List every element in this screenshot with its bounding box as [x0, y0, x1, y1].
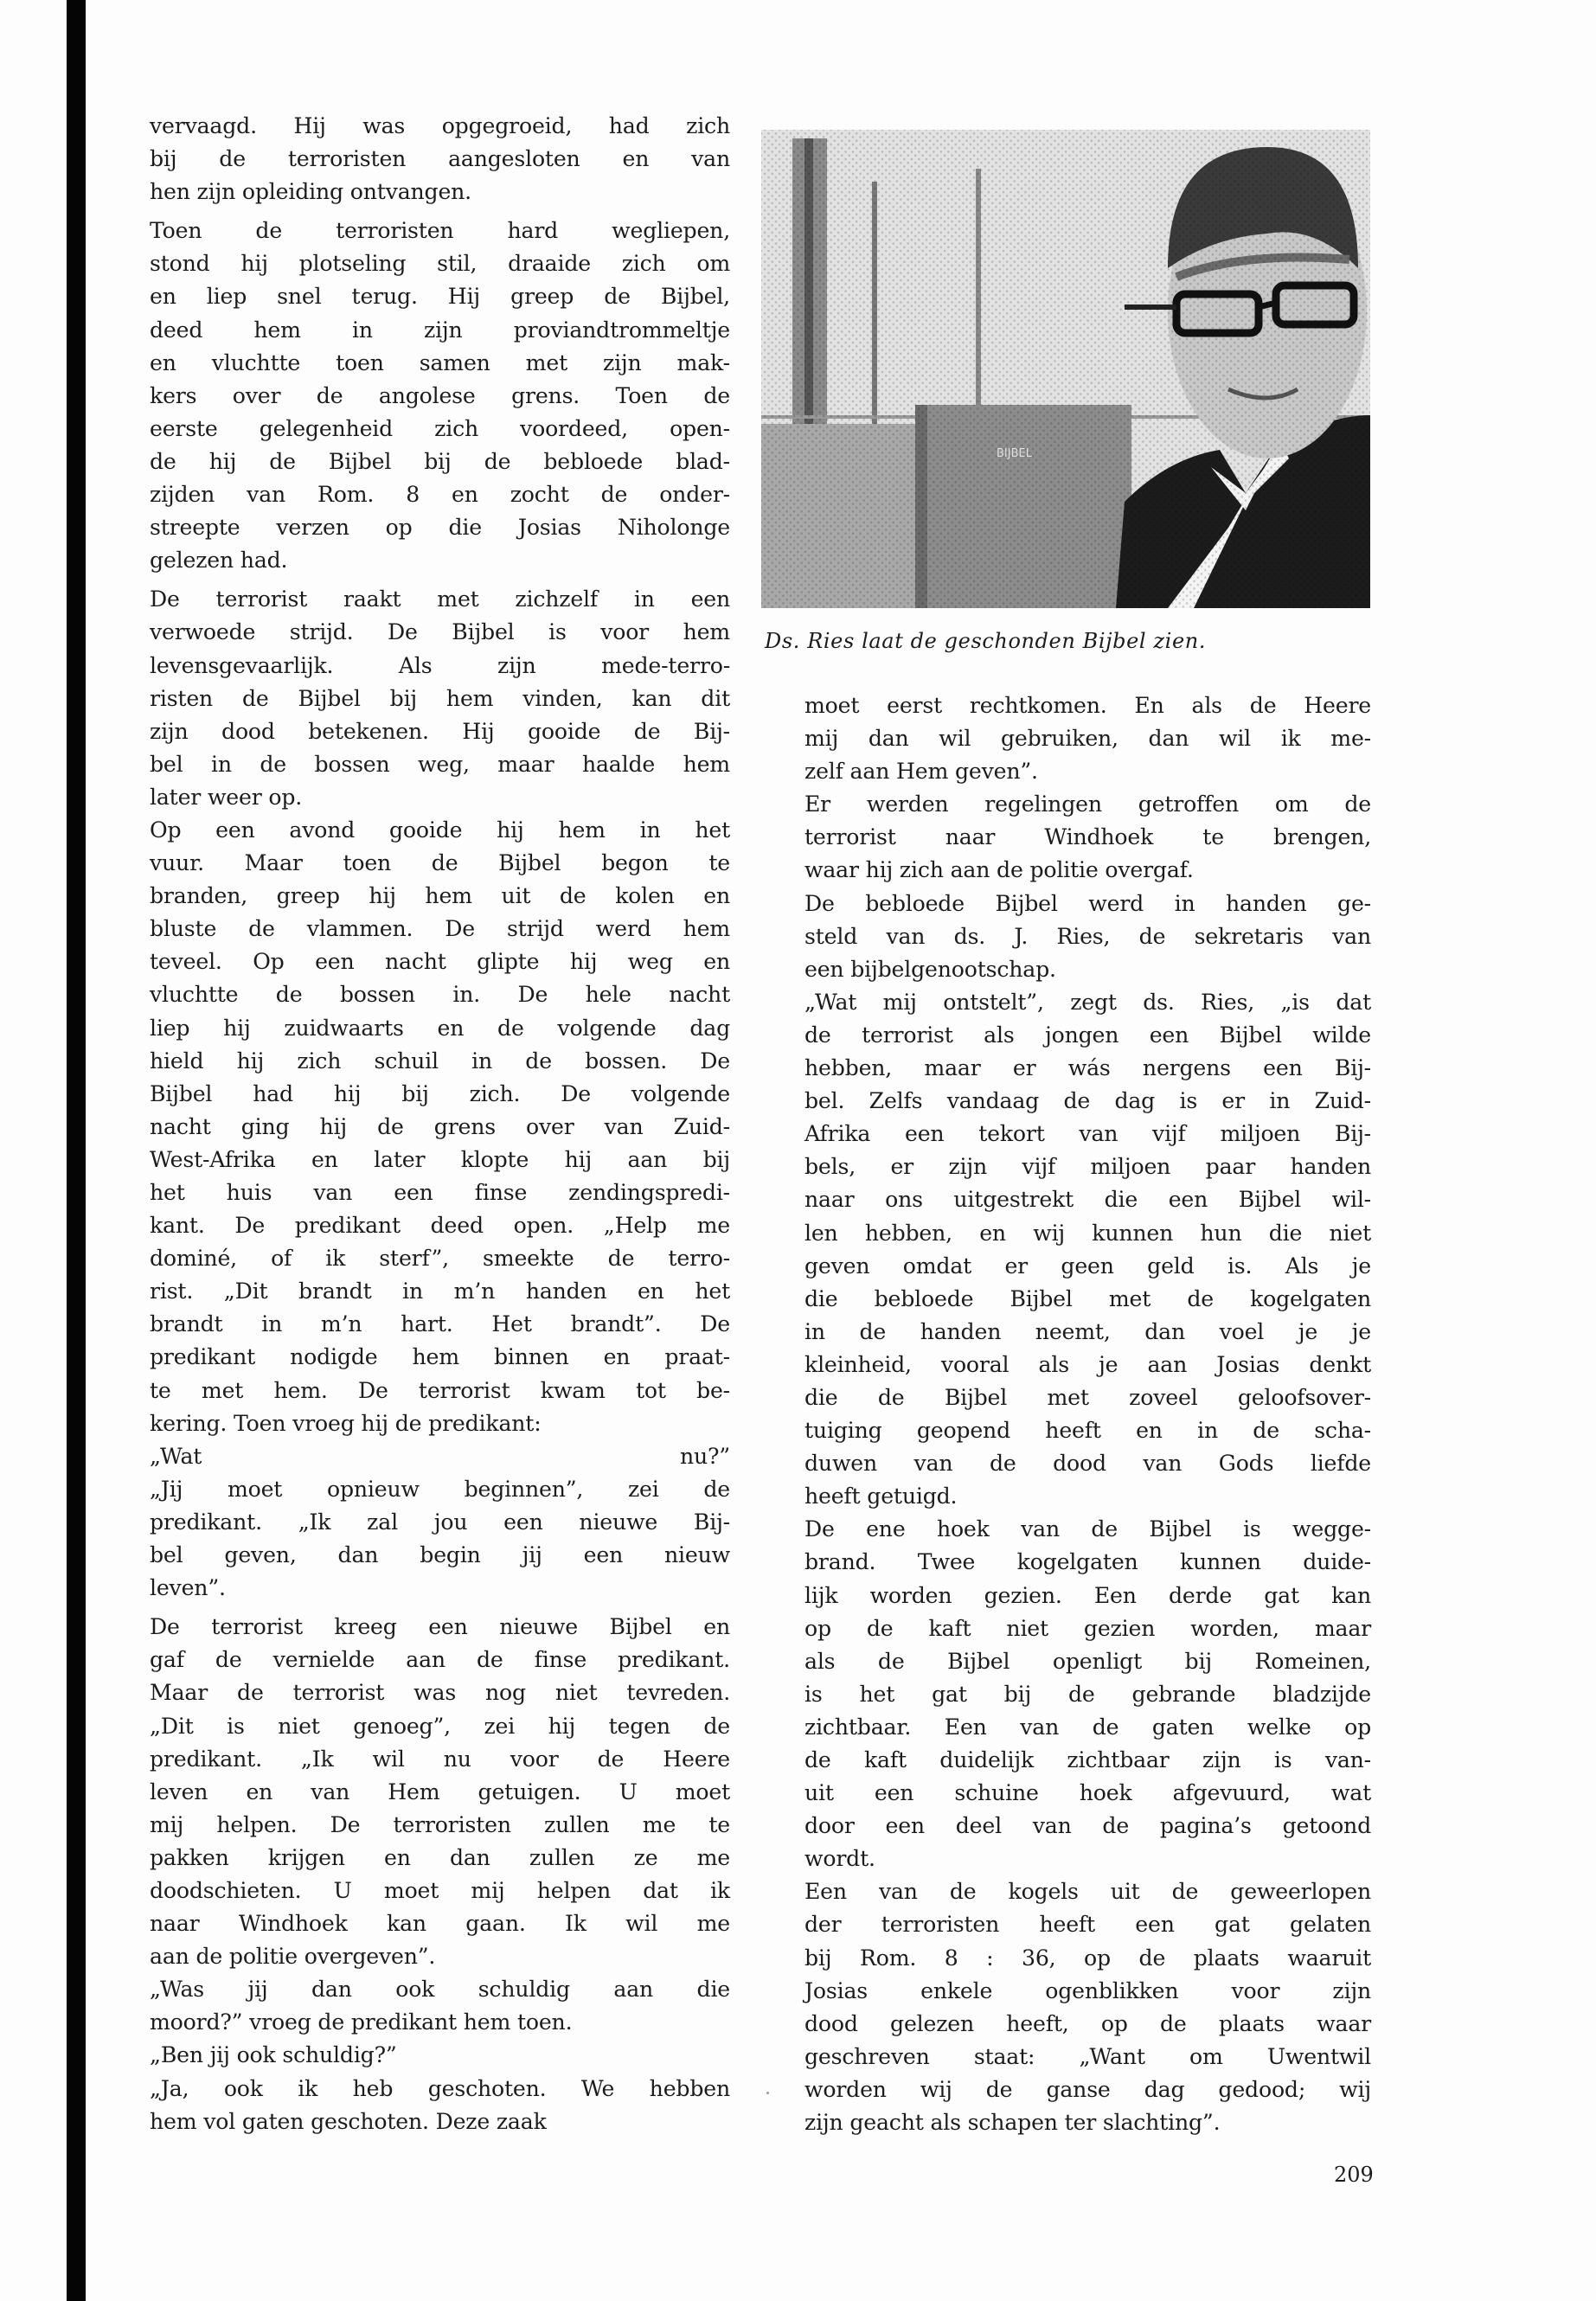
text-line: hebben, maar er wás nergens een Bij-	[804, 1055, 1371, 1081]
text-line: hen zijn opleiding ontvangen.	[150, 179, 471, 205]
text-line: leven en van Hem getuigen. U moet	[150, 1779, 730, 1804]
paragraph	[150, 110, 730, 208]
photo-caption: Ds. Ries laat de geschonden Bijbel zien.	[765, 629, 1207, 653]
text-line: lijk worden gezien. Een derde gat kan	[804, 1582, 1371, 1608]
scan-edge-bar	[67, 0, 86, 2301]
text-line: vluchtte de bossen in. De hele nacht	[150, 982, 730, 1008]
text-line: zichtbaar. Een van de gaten welke op	[804, 1714, 1371, 1740]
text-line: bluste de vlammen. De strijd werd hem	[150, 916, 730, 942]
text-line: steld van ds. J. Ries, de sekretaris van	[804, 923, 1371, 949]
left-column	[150, 110, 730, 2138]
text-line: West-Afrika en later klopte hij aan bij	[150, 1146, 730, 1172]
text-line: Afrika een tekort van vijf miljoen Bij-	[804, 1121, 1371, 1147]
text-line: kering. Toen vroeg hij de predikant:	[150, 1410, 542, 1436]
text-line: duwen van de dood van Gods liefde	[804, 1451, 1371, 1477]
text-line: Bijbel had hij bij zich. De volgende	[150, 1080, 730, 1106]
text-line: „Ja, ook ik heb geschoten. We hebben	[150, 2075, 730, 2101]
text-line: predikant. „Ik zal jou een nieuwe Bij-	[150, 1509, 730, 1535]
text-line: bel. Zelfs vandaag de dag is er in Zuid-	[804, 1088, 1371, 1114]
text-line: gaf de vernielde aan de finse predikant.	[150, 1647, 730, 1673]
page-number: 209	[1334, 2163, 1374, 2187]
text-line: moet eerst rechtkomen. En als de Heere	[804, 693, 1371, 718]
text-line: Op een avond gooide hij hem in het	[150, 817, 730, 843]
text-line: de terrorist als jongen een Bijbel wilde	[804, 1022, 1371, 1048]
text-line: heeft getuigd.	[804, 1484, 958, 1509]
text-line: later weer op.	[150, 784, 303, 810]
text-line: bij Rom. 8 : 36, op de plaats waaruit	[804, 1945, 1371, 1971]
text-line: risten de Bijbel bij hem vinden, kan dit	[150, 685, 730, 711]
paragraph	[150, 215, 730, 577]
text-line: deed hem in zijn proviandtrommeltje	[150, 317, 730, 343]
text-line: dood gelezen heeft, op de plaats waar	[804, 2010, 1371, 2036]
text-line: die bebloede Bijbel met de kogelgaten	[804, 1285, 1371, 1311]
text-line: zijn geacht als schapen ter slachting”.	[804, 2110, 1221, 2136]
paragraph	[150, 583, 730, 1605]
text-line: zelf aan Hem geven”.	[804, 759, 1038, 785]
text-line: predikant nodigde hem binnen en praat-	[150, 1344, 730, 1370]
text-line: als de Bijbel openligt bij Romeinen,	[804, 1648, 1371, 1674]
text-line: tuiging geopend heeft en in de scha-	[804, 1418, 1371, 1444]
text-line: stond hij plotseling stil, draaide zich om	[150, 251, 730, 277]
text-line: hem vol gaten geschoten. Deze zaak	[150, 2108, 547, 2134]
text-line: branden, greep hij hem uit de kolen en	[150, 883, 730, 909]
text-line: De bebloede Bijbel werd in handen ge-	[804, 890, 1371, 916]
text-line: vuur. Maar toen de Bijbel begon te	[150, 850, 730, 876]
text-line: mij dan wil gebruiken, dan wil ik me-	[804, 726, 1371, 752]
photo-image	[761, 130, 1370, 608]
text-line: op de kaft niet gezien worden, maar	[804, 1615, 1371, 1641]
text-line: Maar de terrorist was nog niet tevreden.	[150, 1680, 730, 1706]
text-line: Toen de terroristen hard wegliepen,	[150, 218, 730, 244]
text-line: naar ons uitgestrekt die een Bijbel wil-	[804, 1187, 1371, 1213]
text-line: brand. Twee kogelgaten kunnen duide-	[804, 1549, 1371, 1575]
text-line: dominé, of ik sterf”, smeekte de terro-	[150, 1246, 730, 1272]
text-line: terrorist naar Windhoek te brengen,	[804, 824, 1371, 850]
text-line: leven”.	[150, 1575, 226, 1601]
text-line: Josias enkele ogenblikken voor zijn	[804, 1977, 1371, 2003]
text-line: teveel. Op een nacht glipte hij weg en	[150, 949, 730, 975]
text-line: „Wat nu?”	[150, 1443, 730, 1469]
text-line: geschreven staat: „Want om Uwentwil	[804, 2043, 1371, 2069]
text-line: mij helpen. De terroristen zullen me te	[150, 1811, 730, 1837]
photo-ds-ries-with-bible	[761, 130, 1370, 608]
text-line: bels, er zijn vijf miljoen paar handen	[804, 1154, 1371, 1180]
text-line: Er werden regelingen getroffen om de	[804, 792, 1371, 817]
text-line: der terroristen heeft een gat gelaten	[804, 1912, 1371, 1938]
text-line: hield hij zich schuil in de bossen. De	[150, 1048, 730, 1074]
text-line: „Ben jij ook schuldig?”	[150, 2042, 397, 2068]
text-line: de hij de Bijbel bij de bebloede blad-	[150, 448, 730, 474]
text-line: len hebben, en wij kunnen hun die niet	[804, 1220, 1371, 1246]
text-line: rist. „Dit brandt in m’n handen en het	[150, 1279, 730, 1304]
text-line: en vluchtte toen samen met zijn mak-	[150, 349, 730, 375]
paragraph	[150, 1611, 730, 2138]
text-line: kers over de angolese grens. Toen de	[150, 382, 730, 408]
scan-speck	[766, 2092, 769, 2094]
text-line: bij de terroristen aangesloten en van	[150, 146, 730, 172]
right-column	[804, 689, 1371, 2139]
text-line: pakken krijgen en dan zullen ze me	[150, 1844, 730, 1870]
paragraph	[804, 689, 1371, 2139]
text-line: aan de politie overgeven”.	[150, 1944, 436, 1970]
text-line: verwoede strijd. De Bijbel is voor hem	[150, 619, 730, 645]
text-line: worden wij de ganse dag gedood; wij	[804, 2076, 1371, 2102]
text-line: bel geven, dan begin jij een nieuw	[150, 1542, 730, 1568]
text-line: eerste gelegenheid zich voordeed, open-	[150, 415, 730, 441]
text-line: te met hem. De terrorist kwam tot be-	[150, 1377, 730, 1403]
text-line: Een van de kogels uit de geweerlopen	[804, 1879, 1371, 1905]
text-line: brandt in m’n hart. Het brandt”. De	[150, 1311, 730, 1337]
text-line: geven omdat er geen geld is. Als je	[804, 1253, 1371, 1279]
text-line: De terrorist raakt met zichzelf in een	[150, 586, 730, 612]
text-line: door een deel van de pagina’s getoond	[804, 1813, 1371, 1839]
text-line: liep hij zuidwaarts en de volgende dag	[150, 1015, 730, 1041]
text-line: De ene hoek van de Bijbel is wegge-	[804, 1516, 1371, 1542]
text-line: predikant. „Ik wil nu voor de Heere	[150, 1746, 730, 1772]
text-line: zijden van Rom. 8 en zocht de onder-	[150, 482, 730, 508]
text-line: De terrorist kreeg een nieuwe Bijbel en	[150, 1614, 730, 1640]
text-line: het huis van een finse zendingspredi-	[150, 1180, 730, 1205]
text-line: een bijbelgenootschap.	[804, 956, 1056, 982]
text-line: „Wat mij ontstelt”, zegt ds. Ries, „is dat	[804, 989, 1371, 1015]
text-line: levensgevaarlijk. Als zijn mede-terro-	[150, 652, 730, 678]
text-line: vervaagd. Hij was opgegroeid, had zich	[150, 113, 730, 138]
text-line: streepte verzen op die Josias Niholonge	[150, 515, 730, 541]
text-line: doodschieten. U moet mij helpen dat ik	[150, 1877, 730, 1903]
text-line: in de handen neemt, dan voel je je	[804, 1318, 1371, 1344]
text-line: „Jij moet opnieuw beginnen”, zei de	[150, 1476, 730, 1502]
text-line: is het gat bij de gebrande bladzijde	[804, 1681, 1371, 1707]
text-line: uit een schuine hoek afgevuurd, wat	[804, 1780, 1371, 1806]
text-line: gelezen had.	[150, 548, 288, 574]
text-line: en liep snel terug. Hij greep de Bijbel,	[150, 284, 730, 310]
text-line: bel in de bossen weg, maar haalde hem	[150, 751, 730, 777]
text-line: zijn dood betekenen. Hij gooide de Bij-	[150, 718, 730, 744]
text-line: „Dit is niet genoeg”, zei hij tegen de	[150, 1713, 730, 1739]
text-line: kleinheid, vooral als je aan Josias denkt	[804, 1351, 1371, 1377]
text-line: wordt.	[804, 1846, 875, 1872]
text-line: „Was jij dan ook schuldig aan die	[150, 1977, 730, 2003]
text-line: de kaft duidelijk zichtbaar zijn is van-	[804, 1747, 1371, 1772]
text-line: kant. De predikant deed open. „Help me	[150, 1213, 730, 1239]
text-line: die de Bijbel met zoveel geloofsover-	[804, 1384, 1371, 1410]
text-line: nacht ging hij de grens over van Zuid-	[150, 1113, 730, 1139]
text-line: waar hij zich aan de politie overgaf.	[804, 857, 1194, 883]
text-line: moord?” vroeg de predikant hem toen.	[150, 2009, 573, 2035]
text-line: naar Windhoek kan gaan. Ik wil me	[150, 1911, 730, 1937]
